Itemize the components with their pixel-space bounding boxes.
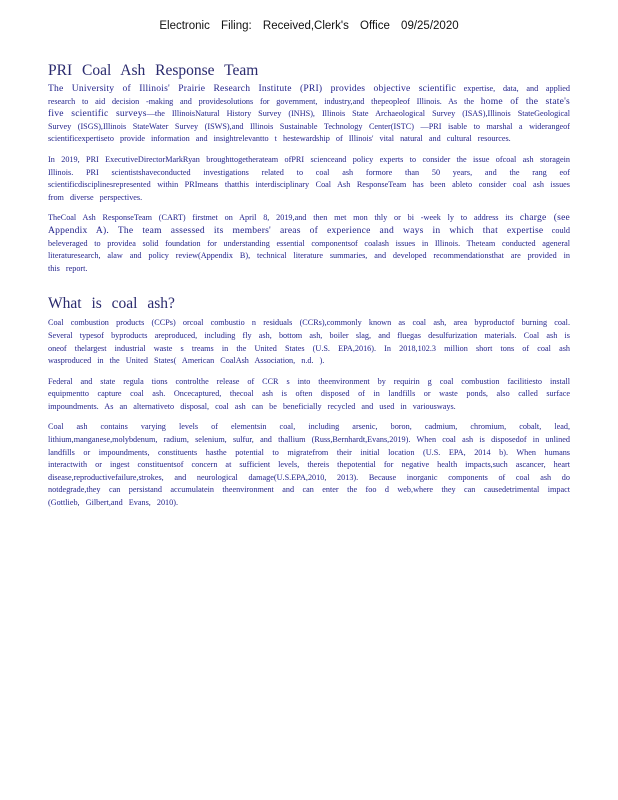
paragraph-pri-2019: In 2019, PRI ExecutiveDirectorMarkRyan broughttogetherateam ofPRI scienceand policy experts to consider the issue ofcoal ash storagein Illinois. PRI scientistshaveconducted investigations related to coal ash formore than 50 years, and the rang eof scientificdisciplinesrepresented within PRImeans thatthis interdisciplinary Coal Ash ResponseTeam has been ableto consider coal ash issues from diverse perspectives. [48, 154, 570, 202]
paragraph-cart-charge [48, 212, 570, 275]
filing-stamp-header: Electronic Filing: Received,Clerk's Office 09/25/2020 [159, 20, 459, 32]
cart-text-1: TheCoal Ash ResponseTeam (CART) firstmet on April 8, 2019,and then met mon thly or bi -week ly to address its [48, 213, 520, 223]
cart-charge-text: charge (see Appendix A). The team assessed its members' areas of experience and ways in which that expertise [48, 212, 570, 236]
intro-text-1: expertise, data, and applied research to aid decision -making and providesolutions for government, industry,and thepeopleof Illinois. As the [48, 84, 570, 106]
section-title-pri-cart: PRI Coal Ash Response Team [48, 62, 259, 79]
paragraph-coal-ash-regulation: Federal and state regula tions controlthe release of CCR s into theenvironment by requirin g coal combustion facilitiesto install equipmentto capture coal ash. Oncecaptured, thecoal ash is often disposed of in landfills or waste ponds, also called surface impoundments. As an alternativeto disposal, coal ash can be beneficially recycled and used in variousways. [48, 376, 570, 411]
intro-text-2: —the IllinoisNatural History Survey (INHS), Illinois State Archaeological Survey (ISAS),Illinois StateGeological Survey (ISGS),Illinois StateWater Survey (ISWS),and Illinois Sustainable Technology Center(ISTC) —PRI isable to marshal a widerangeof scientificexpertiseto provide information and insightrelevantto t hestewardship of Illinois' vital natural and cultural resources. [48, 109, 570, 144]
intro-surveys-text: home of the state's five scientific surveys [48, 95, 570, 120]
cart-text-2: could beleveraged to providea solid foundation for understanding essential componentsof coalash issues in Illinois. Theteam conducted ageneral literaturesearch, alaw and policy review(Appendix B), technical literature summaries, and developed recommendationsthat are provided in this report. [48, 225, 570, 273]
paragraph-coal-ash-constituents: Coal ash contains varying levels of elementsin coal, including arsenic, boron, cadmium, chromium, cobalt, lead, lithium,manganese,molybdenum, radium, selenium, sulfur, and thallium (Russ,Bernhardt,Evans,2019). When coal ash is disposedof in unlined landfills or impoundments, constituents hasthe potential to migratefrom their initial location (U.S. EPA, 2014 b). When humans interactwith or ingest constituentsof concern at sufficient levels, thereis thepotential for negative health impacts,such ascancer, heart disease,reproductivefailure,strokes, and neurological damage(U.S.EPA,2010, 2013). Because inorganic components of coal ash do notdegrade,they can persistand accumulatein theenvironment and can enter the foo d web,where they can causedetrimental impact (Gottlieb, Gilbert,and Evans, 2010). [48, 422, 570, 508]
section-title-what-is-coal-ash: What is coal ash? [48, 295, 175, 313]
intro-lead-text: The University of Illinois' Prairie Research Institute (PRI) provides objective scientific [48, 83, 456, 94]
document-body [48, 62, 570, 518]
paragraph-pri-intro [48, 83, 570, 146]
paragraph-coal-ash-definition: Coal combustion products (CCPs) orcoal combustio n residuals (CCRs),commonly known as coal ash, area byproductof burning coal. Several typesof byproducts areproduced, including fly ash, bottom ash, boiler slag, and fluegas desulfurization materials. Coal ash is oneof thelargest industrial waste s treams in the United States (U.S. EPA,2016). In 2018,102.3 million short tons of coal ash wasproduced in the United States( American CoalAsh Association, n.d. ). [48, 318, 570, 366]
